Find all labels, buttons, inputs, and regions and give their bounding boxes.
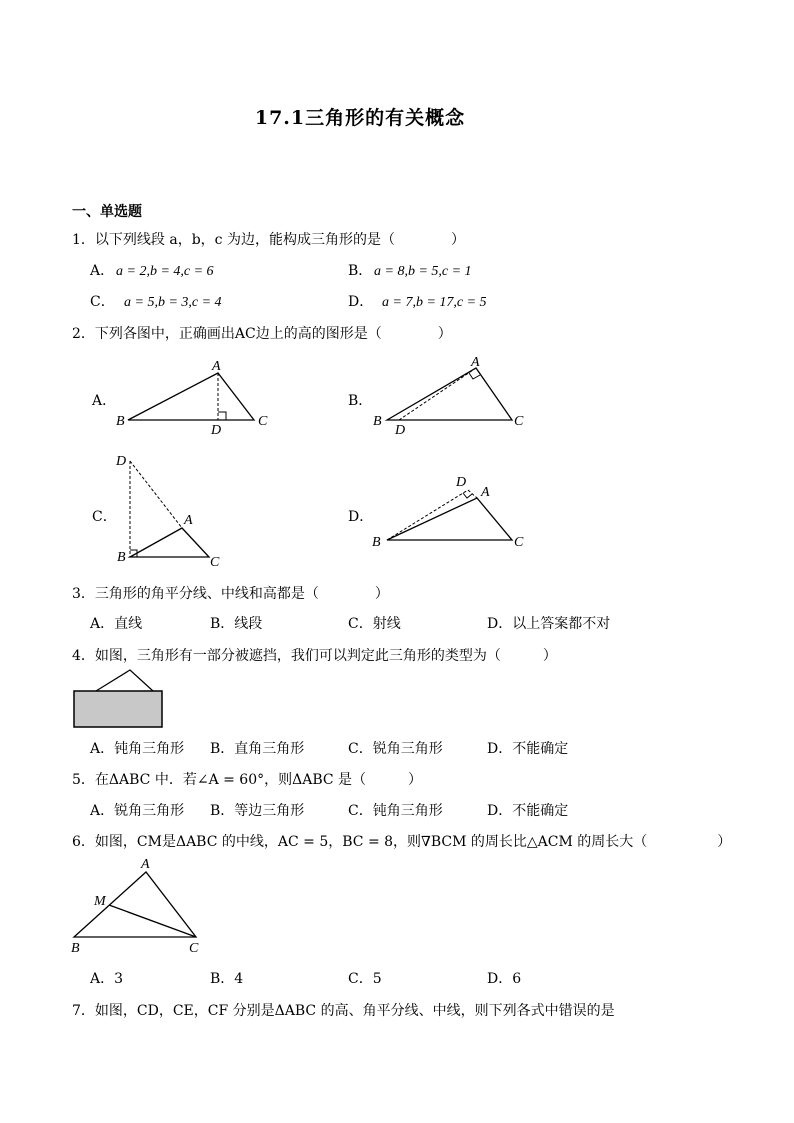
q3-option-b[interactable]: B．线段 <box>210 616 263 632</box>
q6-label-m: M <box>94 894 106 909</box>
question-1-stem: 1．以下列线段 a，b，c 为边，能构成三角形的是（ ） <box>72 232 465 248</box>
q4-option-a[interactable]: A．钝角三角形 <box>90 741 185 757</box>
q5-option-b[interactable]: B．等边三角形 <box>210 803 305 819</box>
q6-option-c[interactable]: C．5 <box>348 971 382 987</box>
question-5-stem: 5．在ΔABC 中．若∠A = 60°，则ΔABC 是（ ） <box>72 772 423 788</box>
q4-option-c[interactable]: C．锐角三角形 <box>348 741 443 757</box>
q3-option-d[interactable]: D．以上答案都不对 <box>487 616 611 632</box>
q2-option-c-label[interactable]: C． <box>92 509 117 525</box>
q2a-label-d: D <box>211 423 222 438</box>
q6-label-a: A <box>141 857 150 872</box>
q2d-label-c: C <box>514 535 524 550</box>
q4-option-b[interactable]: B．直角三角形 <box>210 741 305 757</box>
q2d-label-a: A <box>481 485 490 500</box>
q4-option-d[interactable]: D．不能确定 <box>487 741 569 757</box>
question-7-stem: 7．如图，CD，CE，CF 分别是ΔABC 的高、角平分线、中线，则下列各式中错误的是 <box>72 1003 615 1019</box>
q2b-label-b: B <box>373 414 382 429</box>
question-2-stem: 2．下列各图中，正确画出AC边上的高的图形是（ ） <box>72 326 452 342</box>
q5-option-d[interactable]: D．不能确定 <box>487 803 569 819</box>
q2c-label-b: B <box>117 550 126 565</box>
q1-option-c-expr: a = 5,b = 3,c = 4 <box>124 295 222 310</box>
q1-option-a-expr: a = 2,b = 4,c = 6 <box>116 264 214 279</box>
q5-option-a[interactable]: A．锐角三角形 <box>90 803 185 819</box>
q3-option-c[interactable]: C．射线 <box>348 616 401 632</box>
q1-option-d-label: D． <box>348 294 374 310</box>
q2c-label-c: C <box>210 555 220 570</box>
q6-option-a[interactable]: A．3 <box>90 971 124 987</box>
q6-triangle <box>74 872 196 937</box>
q3-option-a[interactable]: A．直线 <box>90 616 143 632</box>
q1-option-d-expr: a = 7,b = 17,c = 5 <box>382 295 487 310</box>
q6-option-d[interactable]: D．6 <box>487 971 522 987</box>
q2b-label-a: A <box>471 355 480 370</box>
q1-option-b-label: B． <box>348 263 373 279</box>
q1-option-c-label: C． <box>90 294 115 310</box>
q5-option-c[interactable]: C．钝角三角形 <box>348 803 443 819</box>
q2d-label-b: B <box>372 535 381 550</box>
question-4-stem: 4．如图，三角形有一部分被遮挡，我们可以判定此三角形的类型为（ ） <box>72 648 557 664</box>
section-heading: 一、单选题 <box>72 204 142 220</box>
q6-label-c: C <box>189 941 199 956</box>
q2b-label-d: D <box>395 423 406 438</box>
q2a-label-a: A <box>212 359 221 374</box>
q1-option-a-label: A． <box>90 263 115 279</box>
question-3-stem: 3．三角形的角平分线、中线和高都是（ ） <box>72 586 389 602</box>
q2c-label-d: D <box>116 454 127 469</box>
q2b-label-c: C <box>514 414 524 429</box>
q2-option-b-label[interactable]: B． <box>348 393 373 409</box>
q1-option-b-expr: a = 8,b = 5,c = 1 <box>374 264 472 279</box>
q6-option-b[interactable]: B．4 <box>210 971 244 987</box>
question-6-stem: 6．如图，CM是ΔABC 的中线，AC = 5，BC = 8，则∇BCM 的周长比△ACM 的周长大（ ） <box>72 834 732 850</box>
q2a-label-b: B <box>116 414 125 429</box>
q2-option-d-label[interactable]: D． <box>348 509 374 525</box>
q2-option-a-label[interactable]: A． <box>92 393 117 409</box>
q6-label-b: B <box>71 941 80 956</box>
q2c-label-a: A <box>184 513 193 528</box>
page-title: 17.1三角形的有关概念 <box>254 107 466 129</box>
q2d-label-d: D <box>456 475 467 490</box>
q2a-label-c: C <box>258 414 268 429</box>
